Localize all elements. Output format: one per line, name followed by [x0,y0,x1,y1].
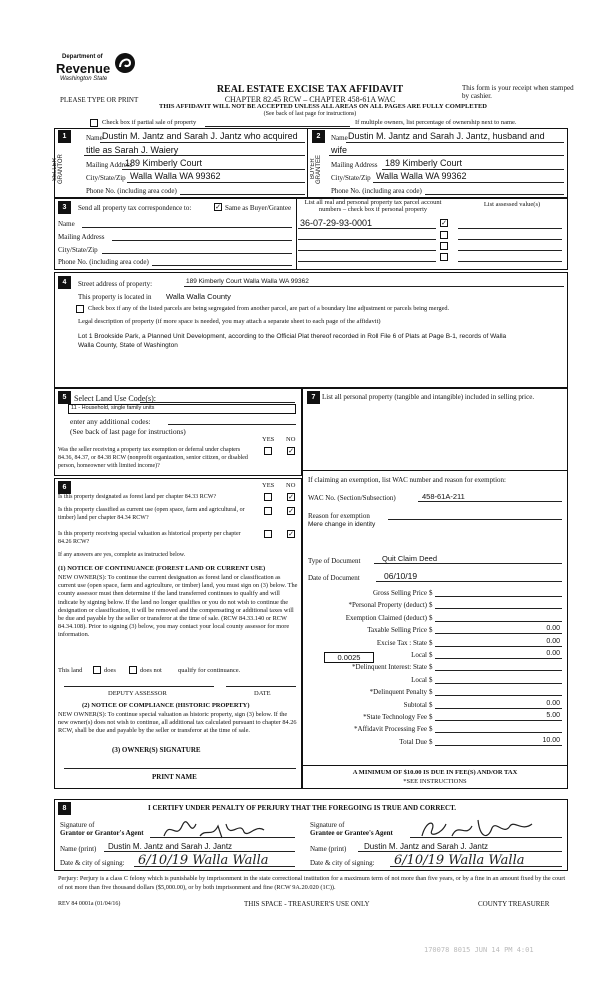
grantor-name-line-2 [84,155,305,156]
grantor-name-print-line [104,851,295,852]
notice1-title: (1) NOTICE OF CONTINUANCE (FOREST LAND OR CURRENT USE) [58,565,266,572]
segregated-label: Check box if any of the listed parcels are being segregated from another parcel, are part of a boundary line adjustment or parcels being merged. [88,305,450,312]
s5-no-header: NO [286,436,296,443]
legal-desc-label: Legal description of property (if more space is needed, you may attach a separate sheet to each page of the affidavit) [78,318,381,325]
land-does-label: does [104,667,116,674]
notice1-body: NEW OWNER(S): To continue the current designation as forest land or classification as current use (open space, farm and agriculture, or timber) land, you must sign on (3) below. The county assessor must then determine if the land transferred continues to qualify and will indicate by signing below. If the land no longer qualifies or you do not wish to continue the designation or classification, it will be removed and the compensating or additional taxes will be due and payable by the seller or transferor at the time of sale. (RCW 84.33.140 or RCW 84.34.108). Prior to signing (3) below, you may contact your local county assessor for more information. [58,574,298,639]
tax-line-dollar: $ [429,589,433,597]
s6-yes-header: YES [262,482,275,489]
tax-line-rule [435,670,562,671]
tax-line-dollar: $ [429,601,433,609]
grantee-phone-label: Phone No. (including area code) [331,187,422,195]
parcel-4-line [298,261,436,262]
tax-line-rule [435,695,562,696]
s6-no-header: NO [286,482,296,489]
buyer-grantee-label: BUYER GRANTEE [310,154,322,184]
same-as-buyer-label: Same as Buyer/Grantee [225,204,292,212]
min-due-divider [302,765,568,766]
wac-value: 458-61A-211 [422,492,465,501]
tax-line-rule [435,608,562,609]
parcel-3-checkbox[interactable] [440,242,448,250]
tax-line-label: Total Due [399,738,427,746]
reason-value: Mere change in identity [308,521,376,528]
grantor-date-value: 6/10/19 Walla Walla [138,853,269,868]
deputy-assessor-label: DEPUTY ASSESSOR [108,690,167,697]
county-treasurer-label: COUNTY TREASURER [478,900,550,908]
grantee-name-print-value: Dustin M. Jantz and Sarah J. Jantz [364,842,489,851]
located-in-label: This property is located in [78,293,152,301]
perjury-notice: Perjury: Perjury is a class C felony which is punishable by imprisonment in the state correctional institution for a maximum term of not more than five years, or by a fine in an amount fixed by the court of not more than five thousand dollars ($5,000.00), or by both imprisonment and fine (RCW 9A.20.020 (1C)). [58,875,566,891]
land-does-not-label: does not [140,667,162,674]
grantor-name-label: Name [86,134,103,142]
partial-sale-line [205,126,350,127]
s5-exemption-yes[interactable] [264,447,272,455]
grantor-grantee-divider [307,128,308,198]
street-address-label: Street address of property: [78,280,153,288]
notice2-body: NEW OWNER(S): To continue special valuation as historic property, sign (3) below. If the new owner(s) does not wish to continue, all additional tax calculated pursuant to chapter 84.26 RCW, shall be due and payable by the seller or transferor at the time of sale. [58,711,297,734]
section-5-number: 5 [58,391,71,404]
section-4-number: 4 [58,276,71,289]
if-yes-note: If any answers are yes, complete as instructed below. [58,552,186,558]
grantor-name-value-2: title as Sarah J. Waiery [86,145,179,155]
recording-stamp: 170078 8015 JUN 14 PM 4:01 [424,946,534,954]
corr-mailing-label: Mailing Address [58,233,105,241]
grantee-date-value: 6/10/19 Walla Walla [394,853,525,868]
logo-swirl-icon [114,52,136,74]
tax-line-dollar: $ [429,701,433,709]
qualify-label: qualify for continuance. [178,667,241,674]
grantee-sig-label-a: Signature of [310,821,345,829]
corr-phone-line [152,265,292,266]
exemption-divider [302,470,568,471]
section-3-number: 3 [58,201,71,214]
grantor-city-value: Walla Walla WA 99362 [130,171,221,181]
current-use-yes[interactable] [264,507,272,515]
section-6-number: 6 [58,481,71,494]
tax-line-dollar: $ [429,676,433,684]
doc-date-value: 06/10/19 [384,571,418,581]
please-type: PLEASE TYPE OR PRINT [60,96,139,104]
section-3-divider [296,198,297,270]
deputy-line [64,686,214,687]
section-1-number: 1 [58,130,71,143]
land-use-see-back: (See back of last page for instructions) [70,427,186,436]
tax-line-value: 0.00 [546,700,560,707]
corr-city-line [102,253,292,254]
deputy-date-line [226,686,296,687]
corr-mailing-line [112,240,292,241]
dor-logo [56,52,136,86]
tax-line-value: 0.00 [546,638,560,645]
s5-exemption-no[interactable]: ✓ [288,447,294,455]
grantee-name-label: Name [331,134,348,142]
grantee-name-value-2: wife [331,145,348,155]
grantor-phone-line [180,194,305,195]
dept-of-label: Department of [62,54,103,60]
tax-line-value: 0.00 [546,625,560,632]
reason-line [388,519,562,520]
tax-line-label: *Personal Property (deduct) [348,601,427,609]
exemption-question: Was the seller receiving a property tax exemption or deferral under chapters 84.36, 84.37, or 84.38 RCW (nonprofit organization, senior citizen, or disabled person, homeowner with limited income)? [58,447,248,469]
same-as-buyer-checkbox[interactable]: ✓ [215,203,221,211]
assessed-2-line [458,239,562,240]
current-use-no[interactable]: ✓ [288,507,294,515]
send-correspondence-label: Send all property tax correspondence to: [78,204,192,212]
parcel-2-line [298,239,436,240]
grantor-name-value: Dustin M. Jantz and Sarah J. Jantz who acquired [102,131,298,141]
grantee-name-line-2 [329,155,564,156]
section-2-number: 2 [312,130,325,143]
tax-line-value: 5.00 [546,712,560,719]
tax-line-label: Local [411,651,427,659]
historic-no[interactable]: ✓ [288,530,294,538]
tax-line-label: *State Technology Fee [363,713,427,721]
grantee-mailing-value: 189 Kimberly Court [385,158,463,168]
grantee-signature-icon [418,816,538,842]
section-7-number: 7 [307,391,320,404]
grantor-mailing-label: Mailing Address [86,161,133,169]
reason-label: Reason for exemption [308,512,370,520]
see-back-note: (See back of last page for instructions) [263,111,357,117]
street-address-line [184,286,564,287]
s5-yes-header: YES [262,436,275,443]
state-label: Washington State [60,76,108,82]
doc-date-label: Date of Document [308,574,360,582]
assessed-4-line [458,261,562,262]
forest-question: Is this property designated as forest land per chapter 84.33 RCW? [58,494,217,500]
tax-line-label: Gross Selling Price [372,589,427,597]
personal-property-label: List all personal property (tangible and intangible) included in selling price. [322,393,535,401]
form-revision: REV 84 0001a (01/04/16) [58,901,121,907]
grantor-city-label: City/State/Zip [86,174,126,182]
tax-line-label: Taxable Selling Price [367,626,427,634]
owner-signature-label: (3) OWNER(S) SIGNATURE [112,746,201,754]
forest-no[interactable]: ✓ [288,493,294,501]
grantor-name-print-label: Name (print) [60,845,97,853]
tax-line-rule [435,745,562,746]
notice2-title: (2) NOTICE OF COMPLIANCE (HISTORIC PROPERTY) [82,702,250,709]
parcel-1-checkbox[interactable]: ✓ [441,219,447,227]
corr-name-line [82,227,292,228]
additional-codes-label: enter any additional codes: [70,417,151,426]
land-use-line [140,402,295,403]
grantor-date-line [134,866,295,867]
land-use-label: Select Land Use Code(s): [74,394,156,403]
tax-line-dollar: $ [429,614,433,622]
grantor-phone-label: Phone No. (including area code) [86,187,177,195]
grantor-agent-label: Grantor or Grantor's Agent [60,829,144,837]
section-8-number: 8 [58,802,71,815]
tax-line-label: Excise Tax : State [376,639,427,647]
grantee-phone-line [425,194,564,195]
see-instructions-note: *SEE INSTRUCTIONS [403,778,467,785]
minimum-due-note: A MINIMUM OF $10.00 IS DUE IN FEE(S) AND/OR TAX [352,769,518,776]
tax-line-dollar: $ [429,626,433,634]
tax-line-label: Subtotal [403,701,427,709]
grantor-mailing-line [122,169,305,170]
partial-sale-checkbox[interactable] [90,119,98,127]
segregated-checkbox[interactable] [76,305,84,313]
grantee-name-print-label: Name (print) [310,845,347,853]
corr-name-label: Name [58,220,75,228]
receipt-note: This form is your receipt when stamped by cashier. [462,84,574,100]
parcel-4-checkbox[interactable] [440,253,448,261]
multiple-owners-note: If multiple owners, list percentage of ownership next to name. [355,119,517,126]
grantor-name-print-value: Dustin M. Jantz and Sarah J. Jantz [108,842,233,851]
tax-line-dollar: $ [429,688,433,696]
tax-line-dollar: $ [429,738,433,746]
forest-yes[interactable] [264,493,272,501]
deputy-date-label: DATE [254,690,271,697]
grantee-name-line [346,142,564,143]
tax-line-rule [435,683,562,684]
historic-question: Is this property receiving special valuation as historical property per chapter 84.26 RCW? [58,531,241,545]
tax-line-rule [435,646,562,647]
grantee-city-label: City/State/Zip [331,174,371,182]
partial-sale-label: Check box if partial sale of property [102,119,197,126]
wac-line [418,501,562,502]
this-land-label: This land [58,667,83,674]
tax-line-dollar: $ [429,663,433,671]
tax-line-rule [435,621,562,622]
tax-line-dollar: $ [429,725,433,733]
parcel-2-checkbox[interactable] [440,231,448,239]
print-name-label: PRINT NAME [152,773,197,781]
seller-grantor-label: SELLER GRANTOR [52,154,64,184]
legal-desc-value: Lot 1 Brookside Park, a Planned Unit Development, according to the Official Plat thereof recorded in Roll File 6 of Plats at Page B-1, records of Walla Walla County, State of Washington [78,333,507,349]
section-4-box [54,272,568,388]
assessed-1-line [458,228,562,229]
corr-city-label: City/State/Zip [58,246,98,254]
tax-line-label: Exemption Claimed (deduct) [345,614,427,622]
corr-phone-label: Phone No. (including area code) [58,258,149,266]
street-address-value: 189 Kimberly Court Walla Walla WA 99362 [186,278,309,285]
grantee-city-line [373,182,564,183]
historic-yes[interactable] [264,530,272,538]
doc-date-line [376,581,562,582]
grantee-agent-label: Grantee or Grantee's Agent [310,829,393,837]
tax-line-dollar: $ [429,651,433,659]
tax-line-rule [435,732,562,733]
owner-signature-line [64,768,296,769]
local-rate-value: 0.0025 [337,653,361,662]
tax-line-dollar: $ [429,639,433,647]
treasurer-space-label: THIS SPACE - TREASURER'S USE ONLY [244,900,370,908]
revenue-label: Revenue [56,61,111,76]
grantee-name-value: Dustin M. Jantz and Sarah J. Jantz, husband and [348,131,545,141]
tax-line-rule [435,658,562,659]
tax-line-label: *Affidavit Processing Fee [354,725,427,733]
grantee-date-label: Date & city of signing: [310,859,375,867]
parcel-header: List all real and personal property tax parcel account numbers – check box if personal property [304,199,442,213]
grantor-sig-label-a: Signature of [60,821,95,829]
tax-line-rule [435,596,562,597]
located-in-value: Walla Walla County [166,292,231,301]
assessed-3-line [458,250,562,251]
land-does-not-checkbox[interactable] [129,666,137,674]
section-7-box [302,388,568,789]
grantee-name-print-line [358,851,562,852]
tax-line-label: *Delinquent Interest: State [351,663,427,671]
grantor-date-label: Date & city of signing: [60,859,125,867]
wac-label: WAC No. (Section/Subsection) [308,494,396,502]
doc-type-label: Type of Document [308,557,361,565]
tax-line-dollar: $ [429,713,433,721]
parcel-1-value: 36-07-29-93-0001 [300,218,373,228]
tax-line-label: *Delinquent Penalty [369,688,427,696]
tax-line-value: 0.00 [546,650,560,657]
form-title: REAL ESTATE EXCISE TAX AFFIDAVIT [216,84,404,95]
tax-line-rule [435,720,562,721]
grantor-mailing-value: 189 Kimberly Court [125,158,203,168]
doc-type-line [374,563,562,564]
tax-line-rule [435,633,562,634]
doc-type-value: Quit Claim Deed [382,554,438,563]
tax-line-label: Local [411,676,427,684]
current-use-question: Is this property classified as current use (open space, farm and agricultural, or timber) land per chapter 84.34 RCW? [58,507,245,521]
additional-codes-line [168,424,296,425]
grantee-date-line [390,866,562,867]
assessed-header: List assessed value(s) [483,201,541,208]
grantee-city-value: Walla Walla WA 99362 [376,171,467,181]
land-use-value: 11 - Household, single family units [71,405,155,411]
not-accepted-notice: THIS AFFIDAVIT WILL NOT BE ACCEPTED UNLESS ALL AREAS ON ALL PAGES ARE FULLY COMPLETED [159,103,487,110]
grantee-mailing-label: Mailing Address [331,161,378,169]
tax-line-rule [435,708,562,709]
certify-statement: I CERTIFY UNDER PENALTY OF PERJURY THAT THE FOREGOING IS TRUE AND CORRECT. [148,804,457,812]
land-does-checkbox[interactable] [93,666,101,674]
tax-line-value: 10.00 [542,737,560,744]
grantee-mailing-line [382,169,564,170]
exemption-intro: If claiming an exemption, list WAC number and reason for exemption: [308,476,506,484]
form-chapter: CHAPTER 82.45 RCW – CHAPTER 458-61A WAC [224,95,396,104]
parcel-1-line [298,228,436,229]
parcel-3-line [298,250,436,251]
grantor-signature-icon [160,818,270,842]
grantor-city-line [127,182,305,183]
grantor-name-line [100,142,305,143]
